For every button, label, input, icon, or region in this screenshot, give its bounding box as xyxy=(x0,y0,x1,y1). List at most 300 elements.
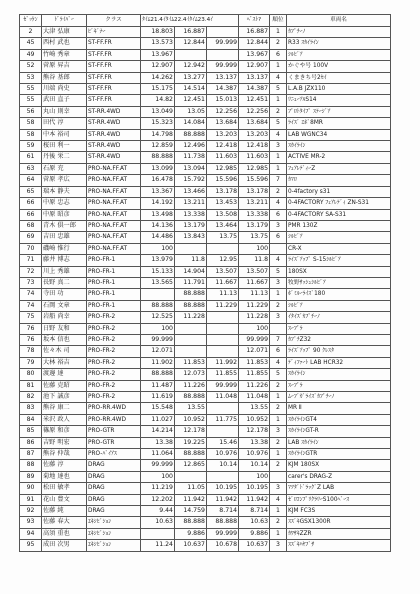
cell-car: 牧野ｻｯｼｭｼﾙﾋﾞｱ xyxy=(287,277,391,288)
cell-driver: 熊谷 基郎 xyxy=(42,72,87,83)
cell-number: 76 xyxy=(20,323,42,334)
cell-time-2: 9.886 xyxy=(175,528,207,539)
cell-class: DRAG xyxy=(87,483,141,494)
cell-rank: 6 xyxy=(270,346,287,357)
cell-time-1: 15.133 xyxy=(141,266,175,277)
header-driver: ﾄﾞﾗｲﾊﾞｰ xyxy=(42,15,87,27)
cell-number: 88 xyxy=(20,460,42,471)
cell-time-1: 13.049 xyxy=(141,106,175,117)
cell-class: DRAG xyxy=(87,494,141,505)
cell-driver: 藤井 博志 xyxy=(42,255,87,266)
cell-best: 99.999 xyxy=(239,334,270,345)
cell-number: 92 xyxy=(20,506,42,517)
cell-number: 64 xyxy=(20,175,42,186)
table-row xyxy=(20,449,391,460)
cell-best: 11.853 xyxy=(239,357,270,368)
cell-time-3: 10.14 xyxy=(207,460,239,471)
cell-time-2 xyxy=(175,323,207,334)
cell-time-3: 13.75 xyxy=(207,232,239,243)
cell-best: 11.667 xyxy=(239,277,270,288)
cell-time-2: 11.853 xyxy=(175,357,207,368)
cell-time-1: 99.999 xyxy=(141,334,175,345)
cell-time-2: 11.791 xyxy=(175,277,207,288)
cell-rank: 1 xyxy=(270,506,287,517)
cell-class: PRO-FR-1 xyxy=(87,289,141,300)
cell-time-1: 14.82 xyxy=(141,95,175,106)
table-row xyxy=(20,266,391,277)
cell-time-3: 11.667 xyxy=(207,277,239,288)
cell-best: 13.507 xyxy=(239,266,270,277)
table-row xyxy=(20,426,391,437)
cell-car: ｽｶｲﾗｲﾝGT-R xyxy=(287,426,391,437)
cell-rank: 2 xyxy=(270,106,287,117)
cell-time-1: 11.902 xyxy=(141,357,175,368)
cell-best: 100 xyxy=(239,243,270,254)
cell-car: ACTIVE MR-2 xyxy=(287,152,391,163)
cell-number: 90 xyxy=(20,483,42,494)
cell-time-2 xyxy=(175,471,207,482)
cell-time-1: 12.525 xyxy=(141,312,175,323)
cell-class: PRO-NA.FF.AT xyxy=(87,186,141,197)
cell-time-2: 14.084 xyxy=(175,118,207,129)
cell-driver: 熊谷 康二 xyxy=(42,403,87,414)
cell-best: 16.887 xyxy=(239,27,270,38)
cell-driver: 丹後 栄二 xyxy=(42,152,87,163)
cell-driver: 田代 淳 xyxy=(42,118,87,129)
cell-driver: 長野 真二 xyxy=(42,277,87,288)
cell-time-2: 12.451 xyxy=(175,95,207,106)
cell-number: 63 xyxy=(20,163,42,174)
cell-time-1: 12.071 xyxy=(141,346,175,357)
table-row xyxy=(20,61,391,72)
cell-class: ST-FF.FR xyxy=(87,84,141,95)
table-row xyxy=(20,84,391,95)
cell-best: 13.75 xyxy=(239,232,270,243)
cell-time-3: 13.178 xyxy=(207,186,239,197)
table-row xyxy=(20,186,391,197)
cell-time-3: 13.507 xyxy=(207,266,239,277)
cell-class: PRO-NA.FF.AT xyxy=(87,198,141,209)
table-row xyxy=(20,494,391,505)
cell-time-1: 9.44 xyxy=(141,506,175,517)
table-row xyxy=(20,209,391,220)
cell-car: ｲﾀｲｽﾞｶﾌﾟﾁｰﾉ xyxy=(287,312,391,323)
cell-time-3 xyxy=(207,243,239,254)
cell-best: 11.603 xyxy=(239,152,270,163)
cell-time-1: 14.214 xyxy=(141,426,175,437)
cell-time-1: 13.979 xyxy=(141,255,175,266)
cell-class: PRO-FR-2 xyxy=(87,380,141,391)
cell-time-3: 11.13 xyxy=(207,289,239,300)
table-row xyxy=(20,106,391,117)
cell-time-3: 99.999 xyxy=(207,61,239,72)
cell-class: PRO-FR-1 xyxy=(87,255,141,266)
cell-time-3: 12.95 xyxy=(207,255,239,266)
cell-time-1: 100 xyxy=(141,323,175,334)
cell-car: ﾑｰﾌﾞｶﾞﾗｲｽﾞｶﾌﾟﾁｰﾉ xyxy=(287,392,391,403)
cell-car: carer's DRAG-Z xyxy=(287,471,391,482)
cell-car: LAB WGNC34 xyxy=(287,129,391,140)
cell-car: ｼﾙﾋﾞｱ xyxy=(287,49,391,60)
cell-time-2: 11.226 xyxy=(175,380,207,391)
cell-time-3: 10.195 xyxy=(207,483,239,494)
cell-time-1: 11.064 xyxy=(141,449,175,460)
cell-car: CR-X xyxy=(287,243,391,254)
cell-time-1: 12.859 xyxy=(141,141,175,152)
cell-time-3 xyxy=(207,27,239,38)
cell-car: PMR 130Z xyxy=(287,220,391,231)
cell-rank: 2 xyxy=(270,300,287,311)
cell-time-2: 14.514 xyxy=(175,84,207,95)
table-row xyxy=(20,312,391,323)
cell-class: PRO-FR-1 xyxy=(87,266,141,277)
cell-class: ST-FF.FR xyxy=(87,72,141,83)
cell-class: PRO-ﾊﾞｲｱｽ xyxy=(87,449,141,460)
table-row xyxy=(20,540,391,551)
cell-time-3: 11.229 xyxy=(207,300,239,311)
cell-car: ｽｰﾌﾟﾗ xyxy=(287,323,391,334)
table-row xyxy=(20,38,391,49)
cell-class: DRAG xyxy=(87,506,141,517)
table-row xyxy=(20,152,391,163)
cell-number: 79 xyxy=(20,357,42,368)
table-row xyxy=(20,334,391,345)
cell-class: PRO-FR-2 xyxy=(87,369,141,380)
cell-driver: 高須 重也 xyxy=(42,528,87,539)
cell-number: 58 xyxy=(20,129,42,140)
cell-class: ｴｷｼﾋﾞｼｮﾝ xyxy=(87,517,141,528)
table-row xyxy=(20,163,391,174)
cell-class: PRO-RR.4WD xyxy=(87,403,141,414)
cell-time-2 xyxy=(175,334,207,345)
cell-rank: 1 xyxy=(270,95,287,106)
cell-driver: 大津 弘康 xyxy=(42,27,87,38)
cell-driver: 中本 裕司 xyxy=(42,129,87,140)
cell-time-1: 14.136 xyxy=(141,220,175,231)
cell-best: 12.178 xyxy=(239,426,270,437)
cell-time-1: 16.478 xyxy=(141,175,175,186)
cell-time-1: 13.498 xyxy=(141,209,175,220)
cell-time-3: 14.387 xyxy=(207,84,239,95)
cell-car: KJM 180SX xyxy=(287,460,391,471)
table-body xyxy=(20,27,391,552)
cell-number: 81 xyxy=(20,380,42,391)
cell-car: ｼﾙﾋﾞｱ xyxy=(287,300,391,311)
cell-time-2: 12.073 xyxy=(175,369,207,380)
cell-time-3 xyxy=(207,471,239,482)
cell-car: ｽｶｲﾗｲﾝ xyxy=(287,141,391,152)
cell-time-3 xyxy=(207,403,239,414)
cell-car: ﾘﾆｭｰｱﾙS14 xyxy=(287,95,391,106)
cell-rank: 7 xyxy=(270,175,287,186)
cell-class: PRO-NA.FF.AT xyxy=(87,243,141,254)
cell-car: くまきち号2ｾｲ xyxy=(287,72,391,83)
cell-number: 85 xyxy=(20,426,42,437)
cell-car: ﾗｲｽﾞｱｯﾌﾟ 90 ｸﾚｽﾀ xyxy=(287,346,391,357)
header-number: ｾﾞｯｹﾝ xyxy=(20,15,42,27)
cell-rank: 3 xyxy=(270,312,287,323)
cell-time-1 xyxy=(141,289,175,300)
table-row xyxy=(20,95,391,106)
cell-class: PRO-FR-2 xyxy=(87,323,141,334)
cell-car: KJM FC3S xyxy=(287,506,391,517)
cell-time-2: 88.888 xyxy=(175,392,207,403)
cell-time-2: 11.8 xyxy=(175,255,207,266)
cell-driver: 松田 敏孝 xyxy=(42,483,87,494)
cell-time-2: 13.277 xyxy=(175,72,207,83)
table-row xyxy=(20,72,391,83)
cell-time-3: 15.46 xyxy=(207,437,239,448)
cell-best: 15.596 xyxy=(239,175,270,186)
cell-driver: 川端 尚史 xyxy=(42,84,87,95)
cell-class: ST-FF.FR xyxy=(87,61,141,72)
cell-time-1: 88.888 xyxy=(141,369,175,380)
table-row xyxy=(20,346,391,357)
cell-time-1: 13.967 xyxy=(141,49,175,60)
cell-number: 55 xyxy=(20,84,42,95)
cell-car: ﾌｪｱﾚﾃﾞｨｰZ xyxy=(287,163,391,174)
cell-driver: 篠原 和彦 xyxy=(42,426,87,437)
cell-rank: 4 xyxy=(270,357,287,368)
cell-best: 11.226 xyxy=(239,380,270,391)
cell-driver: 日野 友和 xyxy=(42,323,87,334)
cell-rank: 2 xyxy=(270,437,287,448)
cell-best: 12.418 xyxy=(239,141,270,152)
cell-best: 8.714 xyxy=(239,506,270,517)
cell-best: 11.8 xyxy=(239,255,270,266)
cell-time-2: 88.888 xyxy=(175,449,207,460)
table-row xyxy=(20,289,391,300)
cell-driver: 武田 直子 xyxy=(42,95,87,106)
cell-class: PRO-FR-1 xyxy=(87,277,141,288)
cell-time-2: 14.759 xyxy=(175,506,207,517)
cell-rank: 7 xyxy=(270,334,287,345)
cell-best: 11.048 xyxy=(239,392,270,403)
table-row xyxy=(20,380,391,391)
cell-driver: 菅原 孝広 xyxy=(42,175,87,186)
cell-number: 91 xyxy=(20,494,42,505)
table-row xyxy=(20,414,391,425)
cell-driver: 菅原 昇吉 xyxy=(42,61,87,72)
cell-time-3 xyxy=(207,312,239,323)
cell-time-2: 11.228 xyxy=(175,312,207,323)
cell-rank: 2 xyxy=(270,186,287,197)
cell-time-3 xyxy=(207,426,239,437)
cell-best: 12.451 xyxy=(239,95,270,106)
cell-rank: 2 xyxy=(270,403,287,414)
cell-class: ﾋﾞｷﾞﾅｰ xyxy=(87,27,141,38)
cell-best: 13.178 xyxy=(239,186,270,197)
cell-class: ST-RR.4WD xyxy=(87,106,141,117)
cell-car: ｶﾌﾟﾁｰﾉ xyxy=(287,27,391,38)
cell-number: 82 xyxy=(20,392,42,403)
cell-time-2 xyxy=(175,49,207,60)
cell-time-1: 15.175 xyxy=(141,84,175,95)
cell-best: 13.211 xyxy=(239,198,270,209)
cell-driver: 桜田 利一 xyxy=(42,141,87,152)
table-row xyxy=(20,460,391,471)
cell-class: PRO-NA.FF.AT xyxy=(87,220,141,231)
cell-driver: 菊地 達也 xyxy=(42,471,87,482)
cell-best: 12.256 xyxy=(239,106,270,117)
cell-class: ST-FF.FR xyxy=(87,49,141,60)
table-row xyxy=(20,483,391,494)
cell-time-1: 18.803 xyxy=(141,27,175,38)
cell-time-3: 11.942 xyxy=(207,494,239,505)
cell-time-2: 14.904 xyxy=(175,266,207,277)
cell-number: 87 xyxy=(20,449,42,460)
table-row xyxy=(20,369,391,380)
table-row xyxy=(20,517,391,528)
table-row xyxy=(20,141,391,152)
cell-driver: 佐々木 司 xyxy=(42,346,87,357)
cell-time-3: 11.992 xyxy=(207,357,239,368)
cell-time-2: 13.05 xyxy=(175,106,207,117)
cell-best: 11.13 xyxy=(239,289,270,300)
cell-time-3: 10.678 xyxy=(207,540,239,551)
cell-number: 66 xyxy=(20,198,42,209)
cell-class: PRO-FR-2 xyxy=(87,346,141,357)
table-row xyxy=(20,243,391,254)
cell-best: 11.229 xyxy=(239,300,270,311)
cell-time-1: 14.798 xyxy=(141,129,175,140)
cell-rank: 1 xyxy=(270,414,287,425)
cell-rank: 4 xyxy=(270,72,287,83)
cell-number: 69 xyxy=(20,232,42,243)
cell-class: PRO-GTR xyxy=(87,437,141,448)
table-row xyxy=(20,220,391,231)
cell-time-1: 100 xyxy=(141,471,175,482)
table-row xyxy=(20,471,391,482)
cell-driver: 熊谷 仲哉 xyxy=(42,449,87,460)
cell-best: 13.38 xyxy=(239,437,270,448)
cell-number: 75 xyxy=(20,312,42,323)
cell-number: 95 xyxy=(20,540,42,551)
cell-number: 2 xyxy=(20,27,42,38)
cell-class: PRO-GTR xyxy=(87,426,141,437)
cell-number: 74 xyxy=(20,289,42,300)
cell-time-2: 12.942 xyxy=(175,61,207,72)
cell-driver: 渡邊 達 xyxy=(42,369,87,380)
cell-time-2: 12.496 xyxy=(175,141,207,152)
cell-number: 93 xyxy=(20,517,42,528)
cell-rank xyxy=(270,471,287,482)
cell-best: 13.684 xyxy=(239,118,270,129)
cell-class: ST-RR.4WD xyxy=(87,129,141,140)
cell-number: 61 xyxy=(20,152,42,163)
cell-time-3: 8.714 xyxy=(207,506,239,517)
table-row xyxy=(20,437,391,448)
cell-driver: 佐藤 淳 xyxy=(42,460,87,471)
cell-car: ﾏﾂﾀﾞﾄﾞﾗｯｸﾞZ LAB xyxy=(287,483,391,494)
cell-time-2: 13.843 xyxy=(175,232,207,243)
cell-time-1: 11.219 xyxy=(141,483,175,494)
cell-time-2: 11.942 xyxy=(175,494,207,505)
cell-time-1: 13.38 xyxy=(141,437,175,448)
cell-driver: 佐藤 純 xyxy=(42,506,87,517)
cell-rank: 6 xyxy=(270,49,287,60)
table-row xyxy=(20,27,391,38)
cell-time-2: 88.888 xyxy=(175,300,207,311)
cell-time-1: 14.192 xyxy=(141,198,175,209)
table-row xyxy=(20,277,391,288)
cell-time-1: 12.202 xyxy=(141,494,175,505)
cell-time-1: 11.027 xyxy=(141,414,175,425)
cell-best: 10.952 xyxy=(239,414,270,425)
cell-best: 12.844 xyxy=(239,38,270,49)
cell-class: ST-FF.FR xyxy=(87,95,141,106)
cell-best: 13.203 xyxy=(239,129,270,140)
cell-number: 78 xyxy=(20,346,42,357)
cell-number: 89 xyxy=(20,471,42,482)
cell-car: ｽｰﾌﾟﾗ xyxy=(287,380,391,391)
cell-time-3: 99.999 xyxy=(207,380,239,391)
cell-time-2: 12.178 xyxy=(175,426,207,437)
cell-driver: 佐藤 克昭 xyxy=(42,380,87,391)
cell-best: 11.942 xyxy=(239,494,270,505)
cell-time-2: 13.338 xyxy=(175,209,207,220)
cell-car: ｶﾏﾛ xyxy=(287,175,391,186)
cell-driver: 大林 裕吉 xyxy=(42,357,87,368)
cell-rank: 6 xyxy=(270,232,287,243)
cell-time-3: 13.203 xyxy=(207,129,239,140)
cell-rank: 4 xyxy=(270,255,287,266)
cell-time-3: 12.985 xyxy=(207,163,239,174)
cell-time-3 xyxy=(207,49,239,60)
cell-rank: 1 xyxy=(270,163,287,174)
cell-best: 10.14 xyxy=(239,460,270,471)
cell-driver: 吉野 明宏 xyxy=(42,437,87,448)
cell-class: PRO-NA.FF.AT xyxy=(87,163,141,174)
results-table xyxy=(19,14,391,552)
cell-best: 10.637 xyxy=(239,540,270,551)
cell-best: 10.976 xyxy=(239,449,270,460)
cell-time-2: 12.865 xyxy=(175,460,207,471)
cell-class: PRO-FR-2 xyxy=(87,334,141,345)
cell-car: ﾎﾞﾐﾙｰﾗｲｽﾞ180 xyxy=(287,289,391,300)
cell-time-2: 88.888 xyxy=(175,517,207,528)
cell-car: ｽｶｲﾗｲﾝGTR xyxy=(287,449,391,460)
cell-time-2: 19.225 xyxy=(175,437,207,448)
header-rank: 順位 xyxy=(270,15,287,27)
cell-best: 11.855 xyxy=(239,369,270,380)
cell-car: ﾗｲｽﾞ ｴﾎﾞ8MR xyxy=(287,118,391,129)
cell-rank: 1 xyxy=(270,392,287,403)
table-row xyxy=(20,323,391,334)
cell-rank: 5 xyxy=(270,369,287,380)
cell-time-3: 13.684 xyxy=(207,118,239,129)
cell-time-3 xyxy=(207,323,239,334)
cell-rank: 3 xyxy=(270,426,287,437)
cell-rank: 1 xyxy=(270,449,287,460)
cell-time-1: 11.24 xyxy=(141,540,175,551)
cell-time-2: 12.844 xyxy=(175,38,207,49)
cell-car: ｽｽﾞｷGSX1300R xyxy=(287,517,391,528)
cell-driver: 中原 忠志 xyxy=(42,198,87,209)
cell-number: 83 xyxy=(20,403,42,414)
cell-number: 53 xyxy=(20,72,42,83)
table-row xyxy=(20,300,391,311)
cell-best: 100 xyxy=(239,323,270,334)
cell-rank: 3 xyxy=(270,220,287,231)
cell-rank: 2 xyxy=(270,380,287,391)
cell-time-2: 15.792 xyxy=(175,175,207,186)
cell-car: L.A.B JZX110 xyxy=(287,84,391,95)
cell-time-3: 12.256 xyxy=(207,106,239,117)
cell-time-3: 11.855 xyxy=(207,369,239,380)
cell-best: 13.338 xyxy=(239,209,270,220)
cell-class: PRO-NA.FF.AT xyxy=(87,232,141,243)
